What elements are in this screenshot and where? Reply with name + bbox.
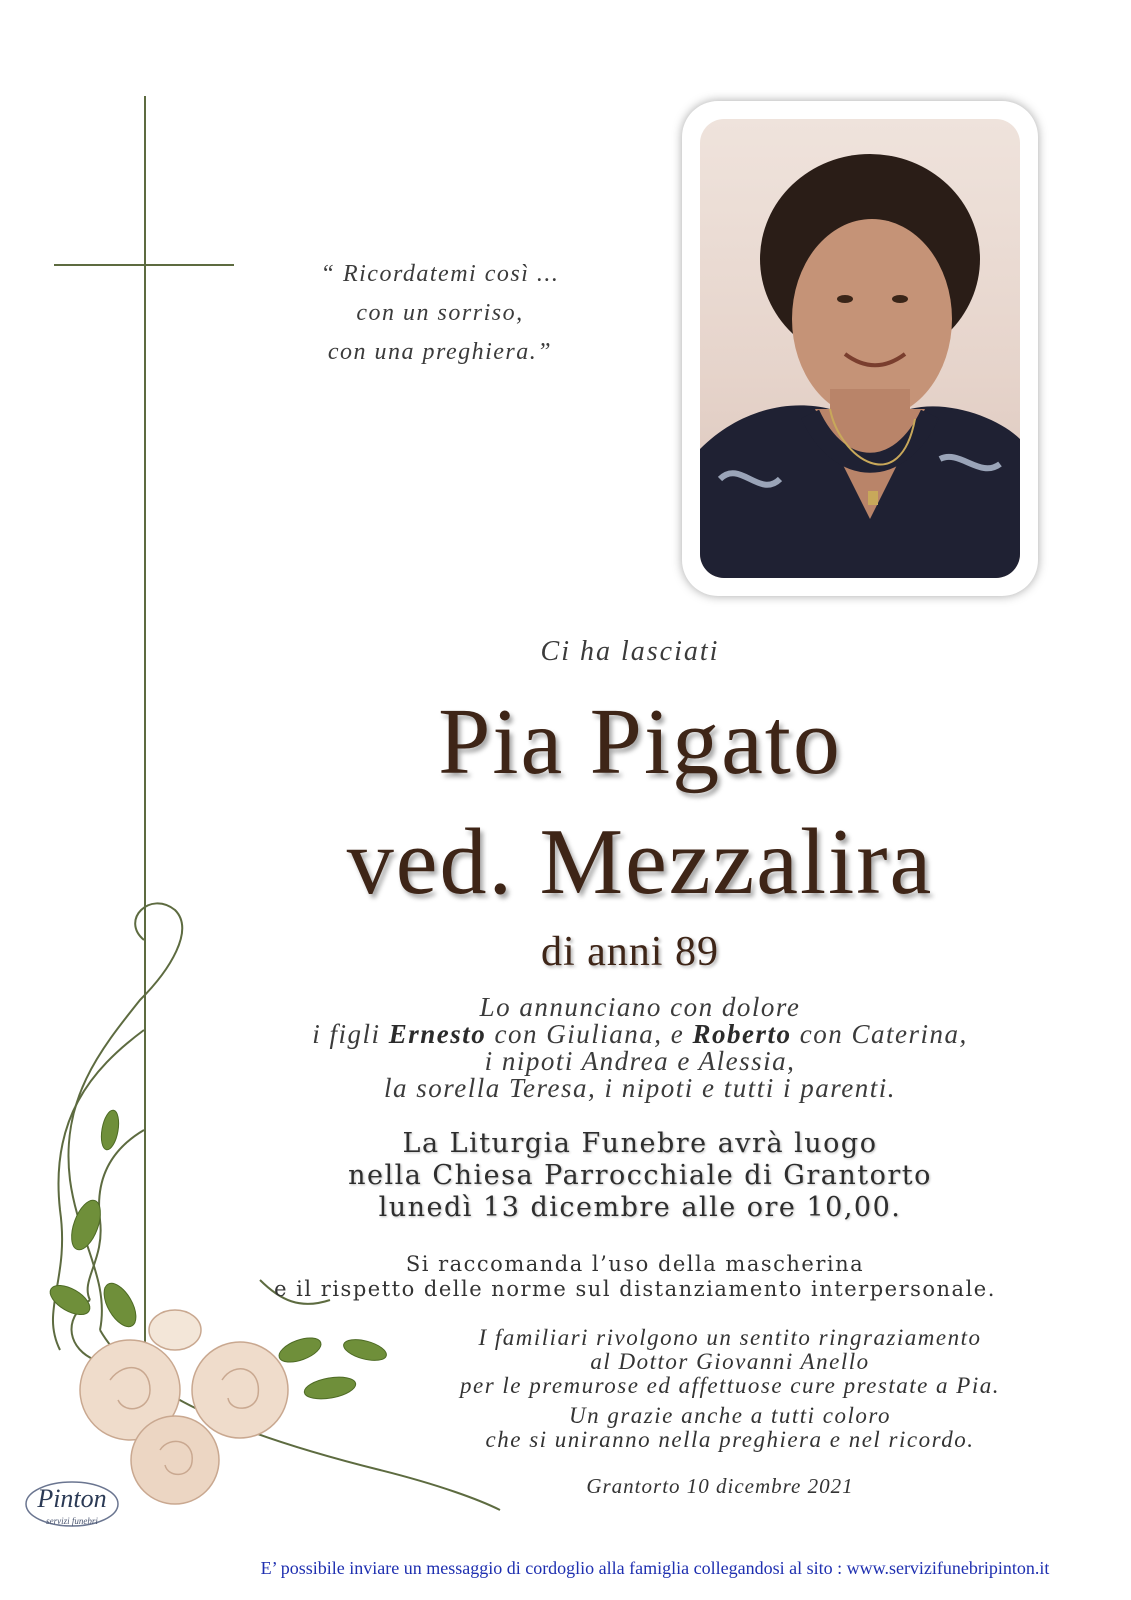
thanks-line: per le premurose ed affettuose cure prestate a Pia. bbox=[459, 1373, 1000, 1398]
announcement-line: la sorella Teresa, i nipoti e tutti i parenti. bbox=[383, 1073, 896, 1103]
health-notice bbox=[200, 1252, 1070, 1302]
thanks-line: Un grazie anche a tutti coloro bbox=[568, 1403, 892, 1428]
announcement bbox=[230, 994, 1050, 1102]
funeral-line: lunedì 13 dicembre alle ore 10,00. bbox=[378, 1192, 902, 1223]
announcement-line: Lo annunciano con dolore bbox=[479, 992, 801, 1022]
deceased-name: Pia Pigato bbox=[438, 690, 842, 794]
logo-name: Pinton bbox=[37, 1484, 107, 1513]
place-date: Grantorto 10 dicembre 2021 bbox=[586, 1474, 854, 1498]
funeral-line: nella Chiesa Parrocchiale di Grantorto bbox=[348, 1160, 932, 1191]
funeral-line: La Liturgia Funebre avrà luogo bbox=[402, 1128, 878, 1159]
child-name: Roberto bbox=[692, 1019, 792, 1049]
thanks-line: al Dottor Giovanni Anello bbox=[590, 1349, 870, 1374]
thanks-note bbox=[390, 1326, 1070, 1452]
cross-horizontal-bar bbox=[54, 264, 234, 266]
text-fragment: con Caterina, bbox=[791, 1019, 968, 1049]
text-fragment: con Giuliana, e bbox=[486, 1019, 693, 1049]
portrait-frame bbox=[682, 101, 1038, 596]
notice-line: e il rispetto delle norme sul distanziamento interpersonale. bbox=[274, 1277, 996, 1301]
thanks-line: che si uniranno nella preghiera e nel ricordo. bbox=[485, 1427, 975, 1452]
child-name: Ernesto bbox=[388, 1019, 487, 1049]
logo-subtitle: servizi funebri bbox=[46, 1516, 98, 1526]
funeral-details bbox=[230, 1128, 1050, 1224]
portrait-photo bbox=[700, 119, 1020, 578]
announcement-line bbox=[230, 1021, 1050, 1048]
condolence-footer-link[interactable]: E’ possibile inviare un messaggio di cordoglio alla famiglia collegandosi al sito : www.servizifunebripinton.it bbox=[260, 1558, 1050, 1578]
subtitle: Ci ha lasciati bbox=[540, 636, 720, 667]
memorial-quote: “ Ricordatemi così ... con un sorriso, con una preghiera.” bbox=[320, 261, 560, 365]
announcement-line: i nipoti Andrea e Alessia, bbox=[484, 1046, 796, 1076]
age: di anni 89 bbox=[541, 929, 719, 975]
thanks-line: I familiari rivolgono un sentito ringraziamento bbox=[478, 1325, 982, 1350]
notice-line: Si raccomanda l’uso della mascherina bbox=[405, 1252, 865, 1276]
text-fragment: i figli bbox=[312, 1019, 389, 1049]
deceased-name-widow: ved. Mezzalira bbox=[346, 810, 934, 914]
